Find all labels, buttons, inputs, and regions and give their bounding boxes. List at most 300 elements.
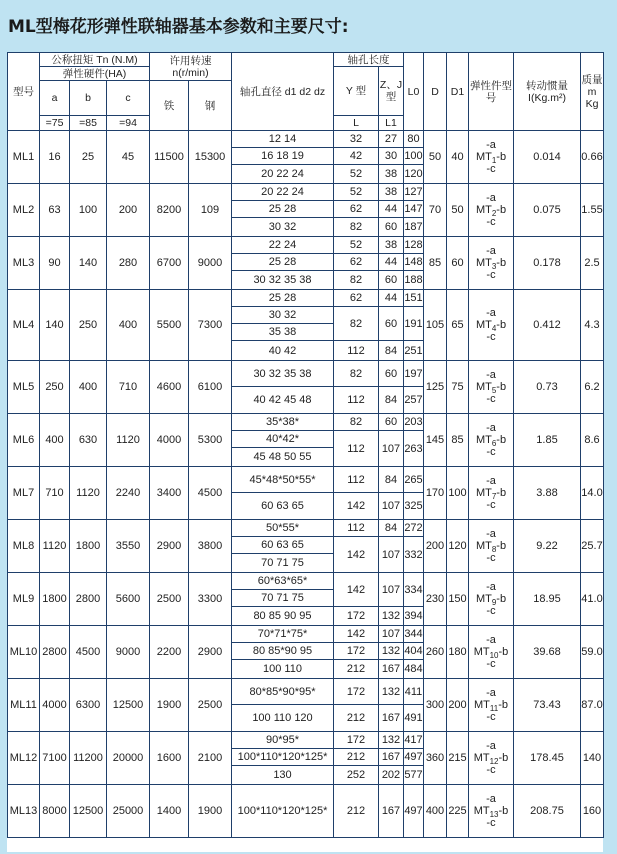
element-model-cell: -a $MT_9-b$ -c — [469, 573, 514, 626]
D1-cell: 85 — [447, 414, 469, 467]
length-y-cell: 172 — [334, 643, 379, 660]
model-cell: ML11 — [8, 679, 40, 732]
speed-steel-cell: 2500 — [189, 679, 232, 732]
torque-a-cell: 4000 — [40, 679, 70, 732]
L0-cell: 187 — [404, 218, 424, 237]
speed-iron-cell: 2200 — [150, 626, 189, 679]
torque-a-cell: 1800 — [40, 573, 70, 626]
length-y-cell: 82 — [334, 218, 379, 237]
D1-cell: 40 — [447, 131, 469, 184]
header-L0: L0 — [404, 53, 424, 131]
speed-iron-cell: 1900 — [150, 679, 189, 732]
element-subscript: 9 — [491, 598, 497, 608]
length-y-cell: 112 — [334, 431, 379, 467]
mass-cell: 160 — [581, 785, 604, 838]
mass-cell: 25.7 — [581, 520, 604, 573]
element-model-cell: -a $MT_3-b$ -c — [469, 237, 514, 290]
element-subscript: 8 — [491, 545, 497, 555]
speed-iron-cell: 2500 — [150, 573, 189, 626]
speed-iron-cell: 8200 — [150, 184, 189, 237]
length-y-cell: 82 — [334, 307, 379, 341]
bore-diameter-cell: 35 38 — [232, 324, 334, 341]
D1-cell: 50 — [447, 184, 469, 237]
inertia-cell: 3.88 — [514, 467, 581, 520]
D-cell: 230 — [424, 573, 447, 626]
L0-cell: 484 — [404, 660, 424, 679]
length-y-cell: 112 — [334, 467, 379, 493]
bore-diameter-cell: 60 63 65 — [232, 537, 334, 554]
length-y-cell: 62 — [334, 201, 379, 218]
header-col-c: c — [107, 81, 150, 116]
torque-c-cell: 25000 — [107, 785, 150, 838]
D-cell: 360 — [424, 732, 447, 785]
header-steel: 钢 — [189, 81, 232, 131]
bore-diameter-cell: 70 71 75 — [232, 590, 334, 607]
speed-iron-cell: 4000 — [150, 414, 189, 467]
length-y-cell: 112 — [334, 341, 379, 361]
L0-cell: 151 — [404, 290, 424, 307]
L0-cell: 197 — [404, 361, 424, 387]
speed-steel-cell: 7300 — [189, 290, 232, 361]
L0-cell: 100 — [404, 148, 424, 165]
model-cell: ML2 — [8, 184, 40, 237]
length-zj-cell: 44 — [379, 201, 404, 218]
speed-iron-cell: 4600 — [150, 361, 189, 414]
model-cell: ML1 — [8, 131, 40, 184]
length-y-cell: 212 — [334, 660, 379, 679]
length-zj-cell: 38 — [379, 165, 404, 184]
bore-diameter-cell: 35*38* — [232, 414, 334, 431]
length-y-cell: 42 — [334, 148, 379, 165]
header-L1: L1 — [379, 116, 404, 131]
L0-cell: 120 — [404, 165, 424, 184]
speed-iron-cell: 6700 — [150, 237, 189, 290]
header-col-b: b — [70, 81, 107, 116]
length-zj-cell: 84 — [379, 387, 404, 414]
torque-a-cell: 7100 — [40, 732, 70, 785]
header-diameter: 轴孔直径 d1 d2 dz — [232, 53, 334, 131]
D1-cell: 60 — [447, 237, 469, 290]
bore-diameter-cell: 30 32 35 38 — [232, 361, 334, 387]
bore-diameter-cell: 90*95* — [232, 732, 334, 749]
length-zj-cell: 167 — [379, 705, 404, 732]
D1-cell: 75 — [447, 361, 469, 414]
torque-b-cell: 630 — [70, 414, 107, 467]
L0-cell: 577 — [404, 766, 424, 785]
torque-c-cell: 710 — [107, 361, 150, 414]
torque-c-cell: 12500 — [107, 679, 150, 732]
element-model-cell: -a $MT_{11}-b$ -c — [469, 679, 514, 732]
length-zj-cell: 167 — [379, 660, 404, 679]
length-y-cell: 82 — [334, 271, 379, 290]
speed-steel-cell: 2900 — [189, 626, 232, 679]
length-y-cell: 82 — [334, 414, 379, 431]
D1-cell: 65 — [447, 290, 469, 361]
D-cell: 50 — [424, 131, 447, 184]
speed-iron-cell: 11500 — [150, 131, 189, 184]
inertia-cell: 0.412 — [514, 290, 581, 361]
length-zj-cell: 107 — [379, 537, 404, 573]
element-subscript: 2 — [491, 209, 497, 219]
header-length: 轴孔长度 — [334, 53, 404, 67]
length-y-cell: 172 — [334, 679, 379, 705]
bore-diameter-cell: 40 42 — [232, 341, 334, 361]
header-col-a: a — [40, 81, 70, 116]
length-zj-cell: 132 — [379, 607, 404, 626]
mass-cell: 2.5 — [581, 237, 604, 290]
D-cell: 85 — [424, 237, 447, 290]
element-model-cell: -a $MT_5-b$ -c — [469, 361, 514, 414]
length-y-cell: 142 — [334, 537, 379, 573]
torque-c-cell: 45 — [107, 131, 150, 184]
header-val-a: =75 — [40, 116, 70, 131]
table-row — [8, 131, 604, 148]
inertia-cell: 0.73 — [514, 361, 581, 414]
D-cell: 145 — [424, 414, 447, 467]
torque-a-cell: 8000 — [40, 785, 70, 838]
element-model-cell: -a $MT_6-b$ -c — [469, 414, 514, 467]
inertia-cell: 9.22 — [514, 520, 581, 573]
table-row — [8, 626, 604, 643]
D1-cell: 225 — [447, 785, 469, 838]
D-cell: 300 — [424, 679, 447, 732]
speed-steel-cell: 3800 — [189, 520, 232, 573]
torque-b-cell: 2800 — [70, 573, 107, 626]
speed-steel-cell: 6100 — [189, 361, 232, 414]
header-iron: 铁 — [150, 81, 189, 131]
element-subscript: 7 — [491, 492, 497, 502]
L0-cell: 188 — [404, 271, 424, 290]
torque-b-cell: 12500 — [70, 785, 107, 838]
L0-cell: 147 — [404, 201, 424, 218]
bore-diameter-cell: 16 18 19 — [232, 148, 334, 165]
length-zj-cell: 38 — [379, 184, 404, 201]
header-mass: 质量 m Kg — [581, 53, 604, 131]
header-val-c: =94 — [107, 116, 150, 131]
torque-a-cell: 2800 — [40, 626, 70, 679]
inertia-cell: 18.95 — [514, 573, 581, 626]
length-zj-cell: 132 — [379, 643, 404, 660]
header-L: L — [334, 116, 379, 131]
bore-diameter-cell: 25 28 — [232, 254, 334, 271]
length-y-cell: 172 — [334, 607, 379, 626]
L0-cell: 191 — [404, 307, 424, 341]
D-cell: 400 — [424, 785, 447, 838]
L0-cell: 404 — [404, 643, 424, 660]
length-zj-cell: 107 — [379, 493, 404, 520]
mass-cell: 1.55 — [581, 184, 604, 237]
L0-cell: 263 — [404, 431, 424, 467]
D-cell: 70 — [424, 184, 447, 237]
header-y-type: Y 型 — [334, 67, 379, 116]
model-cell: ML7 — [8, 467, 40, 520]
length-zj-cell: 60 — [379, 218, 404, 237]
length-zj-cell: 30 — [379, 148, 404, 165]
table-row — [8, 237, 604, 254]
inertia-cell: 178.45 — [514, 732, 581, 785]
L0-cell: 251 — [404, 341, 424, 361]
speed-iron-cell: 2900 — [150, 520, 189, 573]
bore-diameter-cell: 100*110*120*125* — [232, 785, 334, 838]
L0-cell: 128 — [404, 237, 424, 254]
length-y-cell: 82 — [334, 361, 379, 387]
L0-cell: 203 — [404, 414, 424, 431]
bore-diameter-cell: 80*85*90*95* — [232, 679, 334, 705]
table-row — [8, 520, 604, 537]
torque-a-cell: 400 — [40, 414, 70, 467]
model-cell: ML10 — [8, 626, 40, 679]
table-row — [8, 414, 604, 431]
inertia-cell: 208.75 — [514, 785, 581, 838]
length-y-cell: 212 — [334, 749, 379, 766]
bore-diameter-cell: 80 85*90 95 — [232, 643, 334, 660]
torque-b-cell: 1800 — [70, 520, 107, 573]
length-zj-cell: 132 — [379, 732, 404, 749]
torque-b-cell: 4500 — [70, 626, 107, 679]
bore-diameter-cell: 130 — [232, 766, 334, 785]
torque-c-cell: 200 — [107, 184, 150, 237]
torque-c-cell: 280 — [107, 237, 150, 290]
element-subscript: 13 — [489, 810, 499, 820]
D1-cell: 120 — [447, 520, 469, 573]
params-table-container — [7, 52, 603, 852]
length-zj-cell: 84 — [379, 341, 404, 361]
length-y-cell: 62 — [334, 290, 379, 307]
page-title: ML型梅花形弹性联轴器基本参数和主要尺寸: — [8, 17, 349, 37]
L0-cell: 272 — [404, 520, 424, 537]
bore-diameter-cell: 100 110 120 — [232, 705, 334, 732]
length-zj-cell: 44 — [379, 254, 404, 271]
L0-cell: 80 — [404, 131, 424, 148]
length-y-cell: 142 — [334, 493, 379, 520]
length-y-cell: 52 — [334, 184, 379, 201]
table-row — [8, 679, 604, 705]
table-row — [8, 361, 604, 387]
speed-steel-cell: 109 — [189, 184, 232, 237]
speed-steel-cell: 3300 — [189, 573, 232, 626]
element-subscript: 6 — [491, 439, 497, 449]
length-zj-cell: 84 — [379, 467, 404, 493]
header-val-b: =85 — [70, 116, 107, 131]
torque-a-cell: 63 — [40, 184, 70, 237]
torque-c-cell: 9000 — [107, 626, 150, 679]
element-model-cell: -a $MT_1-b$ -c — [469, 131, 514, 184]
table-row — [8, 290, 604, 307]
element-subscript: 1 — [491, 156, 497, 166]
L0-cell: 417 — [404, 732, 424, 749]
torque-b-cell: 400 — [70, 361, 107, 414]
mass-cell: 14.0 — [581, 467, 604, 520]
D1-cell: 150 — [447, 573, 469, 626]
bore-diameter-cell: 30 32 — [232, 307, 334, 324]
header-torque: 公称扭矩 Tn (N.M) — [40, 53, 150, 67]
header-inertia: 转动惯量 I(Kg.m²) — [514, 53, 581, 131]
length-y-cell: 52 — [334, 165, 379, 184]
model-cell: ML9 — [8, 573, 40, 626]
inertia-cell: 1.85 — [514, 414, 581, 467]
model-cell: ML13 — [8, 785, 40, 838]
inertia-cell: 0.014 — [514, 131, 581, 184]
D1-cell: 100 — [447, 467, 469, 520]
torque-b-cell: 6300 — [70, 679, 107, 732]
bore-diameter-cell: 30 32 — [232, 218, 334, 237]
bore-diameter-cell: 70 71 75 — [232, 554, 334, 573]
torque-a-cell: 140 — [40, 290, 70, 361]
torque-b-cell: 11200 — [70, 732, 107, 785]
L0-cell: 394 — [404, 607, 424, 626]
mass-cell: 6.2 — [581, 361, 604, 414]
speed-steel-cell: 1900 — [189, 785, 232, 838]
length-y-cell: 212 — [334, 785, 379, 838]
torque-c-cell: 400 — [107, 290, 150, 361]
bore-diameter-cell: 70*71*75* — [232, 626, 334, 643]
length-zj-cell: 107 — [379, 573, 404, 607]
L0-cell: 332 — [404, 537, 424, 573]
bore-diameter-cell: 80 85 90 95 — [232, 607, 334, 626]
length-zj-cell: 167 — [379, 785, 404, 838]
model-cell: ML8 — [8, 520, 40, 573]
length-zj-cell: 107 — [379, 626, 404, 643]
D-cell: 105 — [424, 290, 447, 361]
D1-cell: 180 — [447, 626, 469, 679]
bore-diameter-cell: 40*42* — [232, 431, 334, 448]
inertia-cell: 39.68 — [514, 626, 581, 679]
D-cell: 170 — [424, 467, 447, 520]
length-y-cell: 252 — [334, 766, 379, 785]
speed-iron-cell: 1600 — [150, 732, 189, 785]
length-y-cell: 32 — [334, 131, 379, 148]
bore-diameter-cell: 100 110 — [232, 660, 334, 679]
element-subscript: 3 — [491, 262, 497, 272]
torque-b-cell: 25 — [70, 131, 107, 184]
L0-cell: 497 — [404, 785, 424, 838]
bore-diameter-cell: 45 48 50 55 — [232, 448, 334, 467]
header-D1: D1 — [447, 53, 469, 131]
element-subscript: 12 — [489, 757, 499, 767]
bore-diameter-cell: 40 42 45 48 — [232, 387, 334, 414]
bore-diameter-cell: 20 22 24 — [232, 165, 334, 184]
inertia-cell: 73.43 — [514, 679, 581, 732]
torque-b-cell: 250 — [70, 290, 107, 361]
length-zj-cell: 27 — [379, 131, 404, 148]
header-speed: 许用转速 n(r/min) — [150, 53, 232, 81]
L0-cell: 257 — [404, 387, 424, 414]
length-y-cell: 52 — [334, 237, 379, 254]
speed-steel-cell: 9000 — [189, 237, 232, 290]
torque-b-cell: 140 — [70, 237, 107, 290]
speed-iron-cell: 1400 — [150, 785, 189, 838]
length-y-cell: 212 — [334, 705, 379, 732]
mass-cell: 59.0 — [581, 626, 604, 679]
L0-cell: 325 — [404, 493, 424, 520]
table-row — [8, 184, 604, 201]
D1-cell: 215 — [447, 732, 469, 785]
mass-cell: 140 — [581, 732, 604, 785]
params-table — [7, 52, 604, 838]
D-cell: 260 — [424, 626, 447, 679]
bore-diameter-cell: 60*63*65* — [232, 573, 334, 590]
inertia-cell: 0.178 — [514, 237, 581, 290]
element-model-cell: -a $MT_4-b$ -c — [469, 290, 514, 361]
torque-a-cell: 16 — [40, 131, 70, 184]
element-model-cell: -a $MT_7-b$ -c — [469, 467, 514, 520]
L0-cell: 344 — [404, 626, 424, 643]
bore-diameter-cell: 45*48*50*55* — [232, 467, 334, 493]
speed-steel-cell: 15300 — [189, 131, 232, 184]
D1-cell: 200 — [447, 679, 469, 732]
bore-diameter-cell: 25 28 — [232, 201, 334, 218]
table-row — [8, 467, 604, 493]
torque-c-cell: 5600 — [107, 573, 150, 626]
length-y-cell: 142 — [334, 573, 379, 607]
bore-diameter-cell: 12 14 — [232, 131, 334, 148]
element-subscript: 5 — [491, 386, 497, 396]
length-zj-cell: 132 — [379, 679, 404, 705]
model-cell: ML12 — [8, 732, 40, 785]
element-model-cell: -a $MT_{13}-b$ -c — [469, 785, 514, 838]
header-D: D — [424, 53, 447, 131]
mass-cell: 8.6 — [581, 414, 604, 467]
table-row — [8, 573, 604, 590]
D-cell: 200 — [424, 520, 447, 573]
model-cell: ML3 — [8, 237, 40, 290]
header-hardness: 弹性硬件(HA) — [40, 67, 150, 81]
speed-steel-cell: 4500 — [189, 467, 232, 520]
torque-c-cell: 3550 — [107, 520, 150, 573]
mass-cell: 0.66 — [581, 131, 604, 184]
L0-cell: 265 — [404, 467, 424, 493]
torque-a-cell: 710 — [40, 467, 70, 520]
speed-iron-cell: 3400 — [150, 467, 189, 520]
model-cell: ML5 — [8, 361, 40, 414]
element-subscript: 11 — [489, 704, 499, 714]
model-cell: ML4 — [8, 290, 40, 361]
D-cell: 125 — [424, 361, 447, 414]
element-model-cell: -a $MT_2-b$ -c — [469, 184, 514, 237]
speed-steel-cell: 5300 — [189, 414, 232, 467]
L0-cell: 148 — [404, 254, 424, 271]
model-cell: ML6 — [8, 414, 40, 467]
table-row — [8, 785, 604, 838]
header-zj-type: Z、J 型 — [379, 67, 404, 116]
speed-steel-cell: 2100 — [189, 732, 232, 785]
bore-diameter-cell: 22 24 — [232, 237, 334, 254]
bore-diameter-cell: 30 32 35 38 — [232, 271, 334, 290]
bore-diameter-cell: 20 22 24 — [232, 184, 334, 201]
length-y-cell: 172 — [334, 732, 379, 749]
length-y-cell: 62 — [334, 254, 379, 271]
length-zj-cell: 60 — [379, 307, 404, 341]
L0-cell: 127 — [404, 184, 424, 201]
header-element: 弹性件型号 — [469, 53, 514, 131]
torque-c-cell: 2240 — [107, 467, 150, 520]
bore-diameter-cell: 50*55* — [232, 520, 334, 537]
L0-cell: 497 — [404, 749, 424, 766]
mass-cell: 87.0 — [581, 679, 604, 732]
torque-b-cell: 100 — [70, 184, 107, 237]
torque-a-cell: 1120 — [40, 520, 70, 573]
length-zj-cell: 167 — [379, 749, 404, 766]
length-y-cell: 112 — [334, 520, 379, 537]
torque-a-cell: 250 — [40, 361, 70, 414]
length-zj-cell: 84 — [379, 520, 404, 537]
mass-cell: 4.3 — [581, 290, 604, 361]
speed-iron-cell: 5500 — [150, 290, 189, 361]
inertia-cell: 0.075 — [514, 184, 581, 237]
element-model-cell: -a $MT_{10}-b$ -c — [469, 626, 514, 679]
length-zj-cell: 60 — [379, 271, 404, 290]
length-zj-cell: 60 — [379, 361, 404, 387]
